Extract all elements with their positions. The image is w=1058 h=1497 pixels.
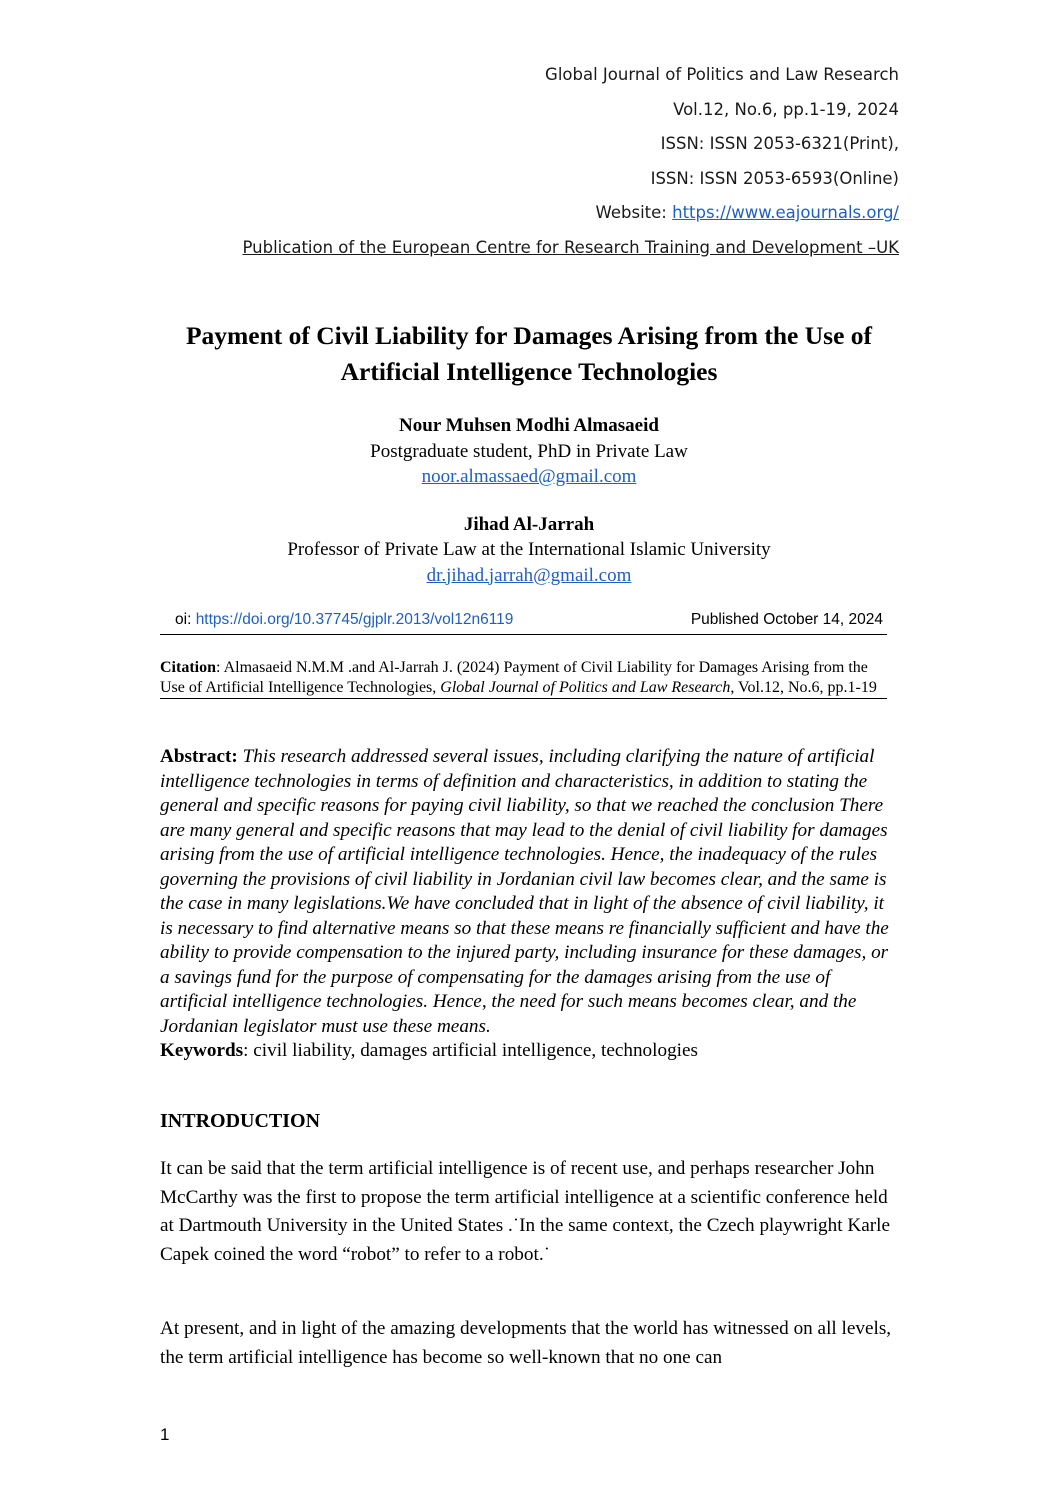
author-block xyxy=(200,413,858,588)
issn-online: ISSN: ISSN 2053-6593(Online) xyxy=(650,168,899,188)
section-heading: INTRODUCTION xyxy=(160,1110,321,1132)
body-paragraph: It can be said that the term artificial intelligence is of recent use, and perhaps researcher John McCarthy was the first to propose the term artificial intelligence at a scientific conference held at Dartmouth University in the United States .˙In the same context, the Czech playwright Karle Capek coined the word “robot” to refer to a robot.˙ xyxy=(160,1158,890,1265)
author-name: Jihad Al-Jarrah xyxy=(463,513,595,535)
journal-name: Global Journal of Politics and Law Research xyxy=(545,65,899,84)
abstract-text: This research addressed several issues, including clarifying the nature of artificial intelligence technologies in terms of definition and characteristics, in addition to stating the general and specific reasons for paying civil liability, so that we reached the conclusion There are many general and specific reasons that may lead to the denial of civil liability for damages arising from the use of artificial intelligence technologies. Hence, the inadequacy of the rules governing the provisions of civil liability in Jordanian civil law becomes clear, and the same is the case in many legislations.We have concluded that in light of the absence of civil liability, it is necessary to find alternative means so that these means re financially sufficient and have the ability to provide compensation to the injured party, including insurance for these damages, or a savings fund for the purpose of compensating for the damages arising from the use of artificial intelligence technologies. Hence, the need for such means becomes clear, and the Jordanian legislator must use these means. xyxy=(160,746,889,1037)
doi-prefix: oi: xyxy=(175,611,196,628)
keywords-text: : civil liability, damages artificial intelligence, technologies xyxy=(243,1040,698,1061)
keywords-label: Keywords xyxy=(160,1040,244,1061)
website-label: Website: xyxy=(595,203,673,222)
journal-header xyxy=(160,62,899,269)
author-affiliation: Professor of Private Law at the International Islamic University xyxy=(287,539,771,560)
citation-tail: , Vol.12, No.6, pp.1-19 xyxy=(730,678,877,696)
body-paragraph: At present, and in light of the amazing developments that the world has witnessed on all levels, the term artificial intelligence has become so well-known that no one can xyxy=(160,1318,892,1368)
doi xyxy=(175,611,513,629)
keywords xyxy=(160,1039,900,1064)
author-email-link[interactable]: dr.jihad.jarrah@gmail.com xyxy=(426,564,632,586)
citation xyxy=(160,658,887,699)
author-name: Nour Muhsen Modhi Almasaeid xyxy=(399,415,659,436)
doi-row xyxy=(160,608,887,635)
author-email-link[interactable]: noor.almassaed@gmail.com xyxy=(421,466,637,487)
citation-text: : Almasaeid N.M.M .and Al-Jarrah J. (2024) Payment of Civil Liability for Damages Arising from the Use of Artificial Intelligence Technologies xyxy=(160,659,868,696)
issn-print: ISSN: ISSN 2053-6321(Print), xyxy=(660,134,899,153)
journal-volume: Vol.12, No.6, pp.1-19, 2024 xyxy=(673,99,899,119)
citation-journal: Global Journal of Politics and Law Research xyxy=(440,678,731,696)
website-line xyxy=(160,200,899,235)
publisher-line: Publication of the European Centre for Research Training and Development –UK xyxy=(242,237,899,257)
page-number: 1 xyxy=(160,1425,170,1444)
citation-separator: , xyxy=(432,678,441,696)
published-date: Published October 14, 2024 xyxy=(690,611,883,628)
abstract-label: Abstract: xyxy=(160,746,238,767)
citation-label: Citation xyxy=(160,659,216,676)
website-link[interactable]: https://www.eajournals.org/ xyxy=(672,203,899,222)
author-affiliation: Postgraduate student, PhD in Private Law xyxy=(370,440,688,462)
paper-title: Payment of Civil Liability for Damages Arising from the Use of Artificial Intelligence Technologies xyxy=(185,321,873,386)
doi-link[interactable]: https://doi.org/10.37745/gjplr.2013/vol12n6119 xyxy=(195,611,514,628)
abstract xyxy=(160,745,900,1064)
